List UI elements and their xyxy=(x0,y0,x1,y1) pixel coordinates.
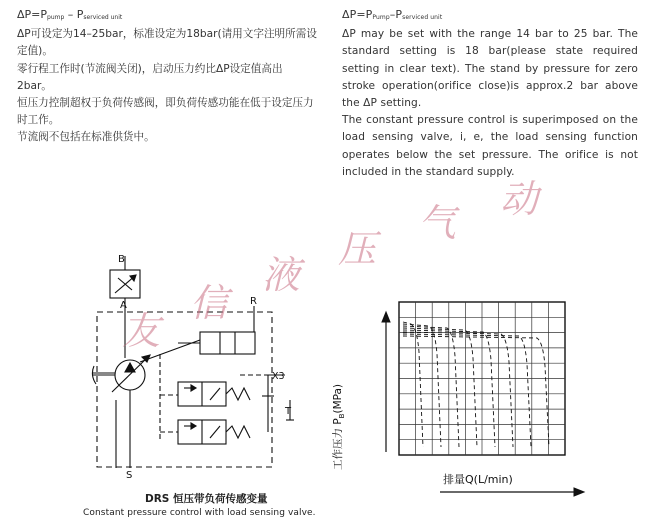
pressure-curve xyxy=(403,322,423,447)
left-para-3: 恒压力控制超权于负荷传感阀，即负荷传感功能在低于设定压力时工作。 xyxy=(17,97,314,127)
chart-curves xyxy=(403,322,549,447)
right-formula: $\Delta P=P_{Pump}-P_{serviced unit}$ xyxy=(342,8,443,21)
watermark-char-2: 信 xyxy=(190,281,229,325)
port-s-label: S xyxy=(126,470,133,481)
schematic-caption-en: Constant pressure control with load sensing valve. xyxy=(83,508,316,518)
chart-y-label: 工作压力 $P_B(MPa)$ xyxy=(332,383,347,470)
left-para-1: ΔP可设定为14–25bar，标准设定为18bar(请用文字注明所需设定值)。 xyxy=(17,28,317,58)
right-para-2: The constant pressure control is superimposed on the load sensing valve, i, e, the load sensing function operates below the set pressure. The orifice is not included in the standard supply. xyxy=(342,114,638,178)
pressure-curve xyxy=(403,328,477,447)
watermark-char-6: 动 xyxy=(500,177,539,221)
watermark-char-4: 压 xyxy=(338,227,377,271)
y-axis-arrow xyxy=(382,312,390,322)
port-r-label: R xyxy=(250,296,257,307)
port-a-label: A xyxy=(120,300,127,311)
x-axis-arrow xyxy=(574,488,584,496)
watermark-char-1: 友 xyxy=(122,309,161,353)
left-formula: $\Delta P=P_{pump} - P_{serviced unit}$ xyxy=(17,8,123,21)
pressure-curve xyxy=(403,334,531,447)
schematic-caption-cn: DRS 恒压带负荷传感变量 xyxy=(145,493,268,505)
chart-x-label: 排量Q(L/min) xyxy=(443,473,513,486)
left-para-4: 节流阀不包括在标准供货中。 xyxy=(17,131,155,144)
port-x3-label: X3 xyxy=(272,371,285,382)
pressure-curve xyxy=(403,326,459,447)
port-t-label: T xyxy=(285,406,292,417)
left-para-2: 零行程工作时(节流阀关闭)，启动压力约比ΔP设定值高出2bar。 xyxy=(17,62,283,92)
right-para-1: ΔP may be set with the range 14 bar to 25 bar. The standard setting is 18 bar(please state required setting in clear text). The stand by pressure for zero stroke operation(orifice close)is approx.2 bar above the ΔP setting. xyxy=(342,28,638,110)
chart-grid xyxy=(399,302,565,455)
port-b-label: B xyxy=(118,254,125,265)
watermark-char-3: 液 xyxy=(262,253,301,297)
watermark-char-5: 气 xyxy=(418,201,457,245)
